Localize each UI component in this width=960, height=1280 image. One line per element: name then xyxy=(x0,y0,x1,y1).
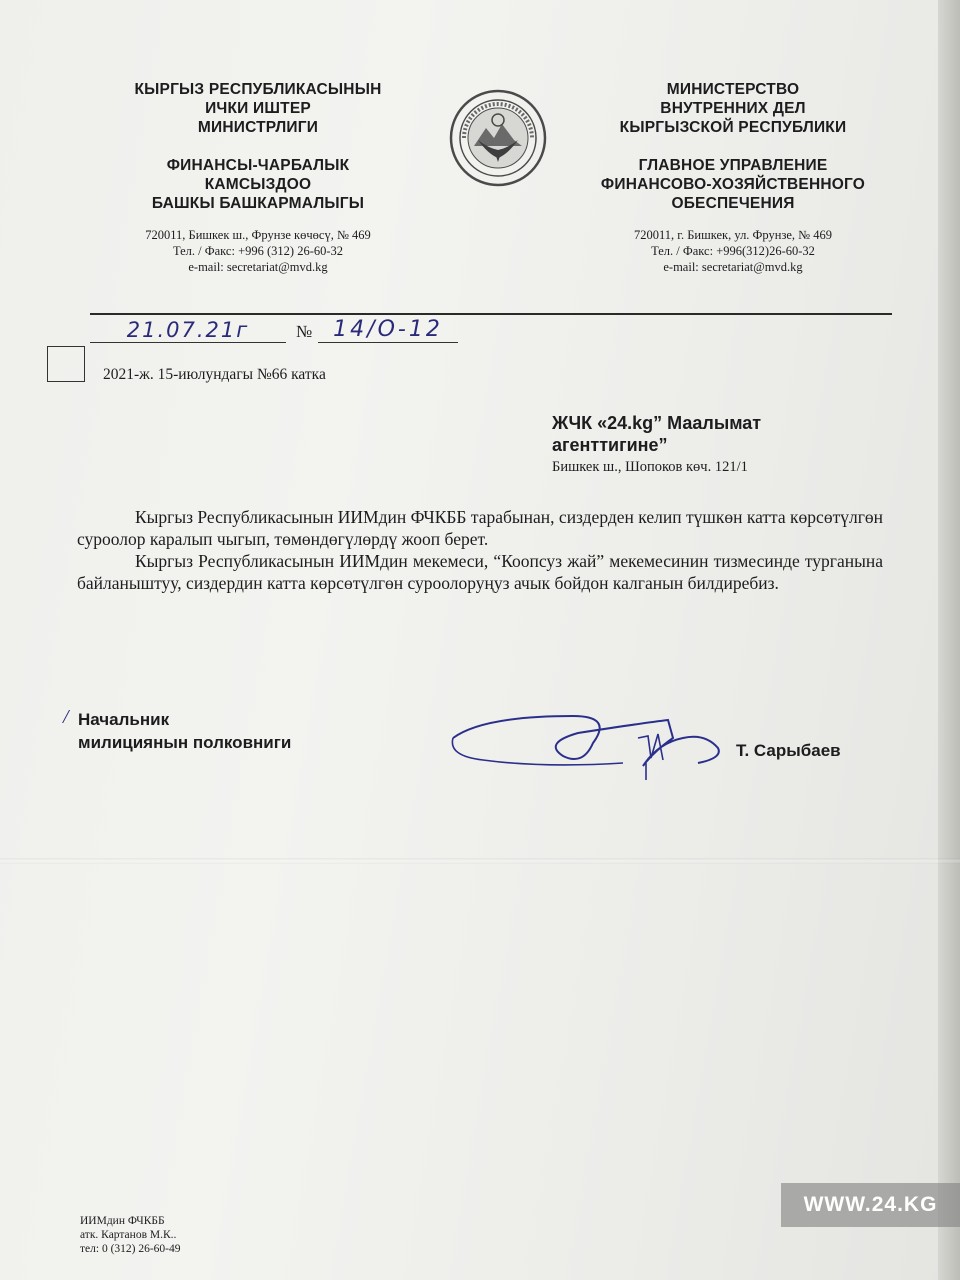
header-right-dept: ГЛАВНОЕ УПРАВЛЕНИЕ ФИНАНСОВО-ХОЗЯЙСТВЕННОГО ОБЕСПЕЧЕНИЯ xyxy=(600,157,866,212)
header-right-contacts: 720011, г. Бишкек, ул. Фрунзе, № 469 Тел. / Факс: +996(312)26-60-32 e-mail: secretariat@mvd.kg xyxy=(633,228,832,274)
state-emblem-icon xyxy=(448,88,548,188)
paper-fold xyxy=(0,858,960,864)
header-left-contacts: 720011, Бишкек ш., Фрунзе көчөсү, № 469 Тел. / Факс: +996 (312) 26-60-32 e-mail: secretariat@mvd.kg xyxy=(145,228,371,274)
number-label: № xyxy=(296,322,313,341)
body-paragraph-1: Кыргыз Республикасынын ИИМдин ФЧКББ тарабынан, сиздерден келип түшкөн катта көрсөтүлгөн суроолор каралып чыгып, төмөндөгүлөрдү жооп берет. xyxy=(77,507,883,549)
addressee-block xyxy=(552,412,872,476)
header-left-dept: ФИНАНСЫ-ЧАРБАЛЫК КАМСЫЗДОО БАШКЫ БАШКАРМАЛЫГЫ xyxy=(151,157,365,212)
header-left xyxy=(113,80,403,275)
header-left-org: КЫРГЫЗ РЕСПУБЛИКАСЫНЫН ИЧКИ ИШТЕР МИНИСТРЛИГИ xyxy=(134,81,382,136)
letter-body xyxy=(77,506,883,594)
header-right xyxy=(575,80,891,275)
addressee-address: Бишкек ш., Шопоков көч. 121/1 xyxy=(552,459,748,475)
addressee-line-2: агенттигине” xyxy=(552,435,668,455)
signatory-name: Т. Сарыбаев xyxy=(736,741,841,760)
site-watermark: WWW.24.KG xyxy=(781,1183,960,1227)
handwritten-mark: / xyxy=(63,706,69,728)
outgoing-number-field: 14/О-12 xyxy=(318,318,458,343)
paper-edge-shadow xyxy=(938,0,960,1280)
corner-box xyxy=(47,346,85,382)
header-divider xyxy=(90,313,892,315)
outgoing-date-field: 21.07.21г xyxy=(90,318,286,343)
header-right-org: МИНИСТЕРСТВО ВНУТРЕННИХ ДЕЛ КЫРГЫЗСКОЙ РЕСПУБЛИКИ xyxy=(619,81,847,136)
handwritten-signature xyxy=(443,708,743,788)
addressee-line-1: ЖЧК «24.kg” Маалымат xyxy=(552,413,762,433)
signatory-title: Начальник милициянын полковниги xyxy=(78,710,292,752)
body-paragraph-2: Кыргыз Республикасынын ИИМдин мекемеси, “Коопсуз жай” мекемесинин тизмесинде турганына байланыштуу, сиздердин катта көрсөтүлгөн суроолоруңуз ачык бойдон калганын билдиребиз. xyxy=(77,551,883,593)
executor-footer: ИИМдин ФЧКББ атк. Картанов М.К.. тел: 0 (312) 26-60-49 xyxy=(80,1215,181,1255)
reference-line: 2021-ж. 15-июлундагы №66 катка xyxy=(103,366,326,383)
